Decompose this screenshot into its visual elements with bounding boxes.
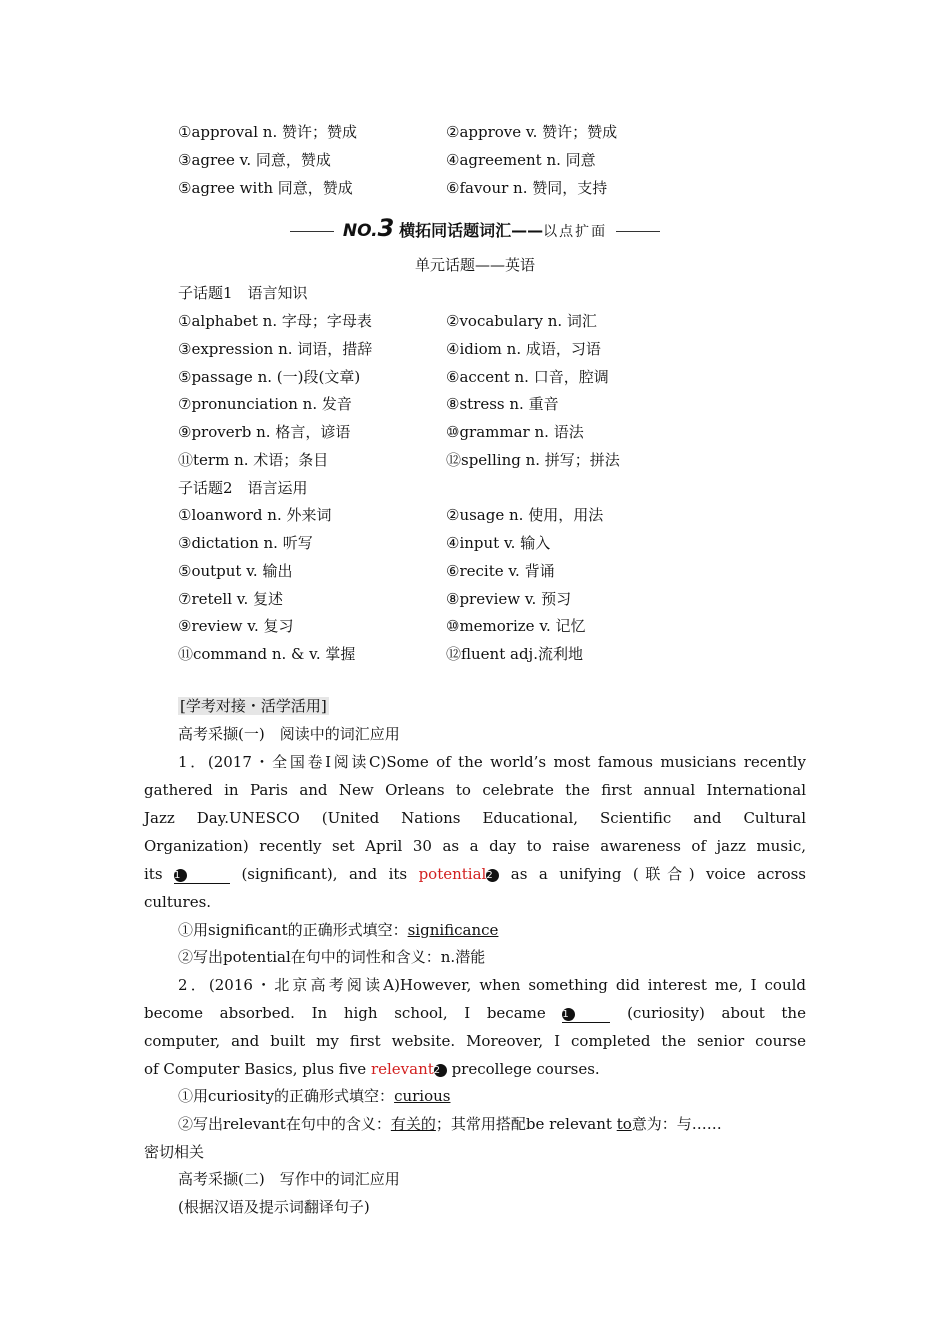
word-item: ⑤output v. 输出: [178, 562, 293, 580]
section-subtitle: 以点扩面: [543, 224, 608, 240]
subtopic-title: 子话题2 语言运用: [178, 479, 308, 497]
word-item: ⑪command n. & v. 掌握: [178, 645, 356, 663]
word-item: ⑩memorize v. 记忆: [446, 617, 586, 635]
answer-text: curious: [394, 1087, 451, 1105]
blank-number-badge: 1: [562, 1008, 575, 1021]
word-item: ②vocabulary n. 词汇: [446, 312, 597, 330]
word-item: ⑦pronunciation n. 发音: [178, 395, 352, 413]
passage-line: its 1 (significant), and its potential2 as a unifying (联合) voice across: [144, 865, 806, 883]
answer-text: 有关的: [390, 1115, 436, 1133]
section-number: NO.3: [342, 214, 395, 242]
answer-line: ②写出relevant在句中的含义：有关的；其常用搭配be relevant to意为：与……: [178, 1115, 722, 1133]
passage-line: 1．(2017・全国卷Ⅰ阅读C)Some of the world’s most famous musicians recently: [178, 753, 806, 771]
blank-number-badge: 1: [174, 869, 187, 882]
word-item: ⑥favour n. 赞同，支持: [446, 179, 608, 197]
passage-line: Organization) recently set April 30 as a day to raise awareness of jazz music,: [144, 837, 806, 855]
answer-blank[interactable]: [174, 865, 230, 884]
word-item: ⑪term n. 术语；条目: [178, 451, 329, 469]
word-item: ⑨proverb n. 格言，谚语: [178, 423, 351, 441]
word-item: ③agree v. 同意，赞成: [178, 151, 331, 169]
word-item: ①loanword n. 外来词: [178, 506, 332, 524]
word-item: ⑧preview v. 预习: [446, 590, 572, 608]
word-item: ④input v. 输入: [446, 534, 551, 552]
word-item: ③dictation n. 听写: [178, 534, 313, 552]
passage-line: computer, and built my first website. Moreover, I completed the senior course: [144, 1032, 806, 1050]
answer-blank[interactable]: [562, 1004, 610, 1023]
word-item: ①approval n. 赞许；赞成: [178, 123, 357, 141]
word-item: ⑫spelling n. 拼写；拼法: [446, 451, 620, 469]
passage-line: Jazz Day.UNESCO (United Nations Educational, Scientific and Cultural: [144, 809, 806, 827]
highlighted-word: potential: [418, 865, 487, 883]
word-item: ⑦retell v. 复述: [178, 590, 283, 608]
highlighted-word: relevant: [370, 1060, 434, 1078]
word-item: ⑥accent n. 口音，腔调: [446, 368, 609, 386]
answer-line-cont: 密切相关: [144, 1143, 205, 1161]
word-item: ⑧stress n. 重音: [446, 395, 559, 413]
practice-label: [学考对接・活学活用]: [180, 697, 327, 715]
answer-line: ②写出potential在句中的词性和含义：n.潜能: [178, 948, 486, 966]
word-item: ⑤agree with 同意，赞成: [178, 179, 353, 197]
passage-line: cultures.: [144, 893, 212, 911]
section-heading: NO.3 横拓同话题词汇——以点扩面: [0, 214, 950, 244]
word-item: ③expression n. 词语，措辞: [178, 340, 373, 358]
word-item: ⑨review v. 复习: [178, 617, 294, 635]
passage-line: 2．(2016・北京高考阅读A)However, when something did interest me, I could: [178, 976, 806, 994]
section-title: 横拓同话题词汇: [399, 221, 512, 240]
word-item: ④agreement n. 同意: [446, 151, 596, 169]
passage-line: gathered in Paris and New Orleans to celebrate the first annual International: [144, 781, 806, 799]
word-item: ⑤passage n. (一)段(文章): [178, 368, 361, 386]
answer-text: n.潜能: [440, 948, 486, 966]
answer-line: ①用significant的正确形式填空：significance: [178, 921, 499, 939]
subtopic-title: 子话题1 语言知识: [178, 284, 308, 302]
passage-line: of Computer Basics, plus five relevant2 precollege courses.: [144, 1060, 600, 1078]
word-number-badge: 2: [486, 869, 499, 882]
word-number-badge: 2: [434, 1064, 447, 1077]
word-item: ④idiom n. 成语，习语: [446, 340, 601, 358]
writing-heading: 高考采撷(二) 写作中的词汇应用: [178, 1170, 400, 1188]
word-item: ⑥recite v. 背诵: [446, 562, 555, 580]
reading-heading: 高考采撷(一) 阅读中的词汇应用: [178, 725, 400, 743]
passage-line: become absorbed. In high school, I became 1 (curiosity) about the: [144, 1004, 806, 1022]
word-item: ①alphabet n. 字母；字母表: [178, 312, 372, 330]
word-item: ②usage n. 使用，用法: [446, 506, 604, 524]
word-item: ⑩grammar n. 语法: [446, 423, 584, 441]
word-item: ⑫fluent adj.流利地: [446, 645, 583, 663]
answer-text: significance: [407, 921, 499, 939]
answer-line: ①用curiosity的正确形式填空：curious: [178, 1087, 451, 1105]
word-item: ②approve v. 赞许；赞成: [446, 123, 618, 141]
unit-topic: 单元话题——英语: [414, 256, 535, 274]
writing-note: (根据汉语及提示词翻译句子): [178, 1198, 370, 1216]
